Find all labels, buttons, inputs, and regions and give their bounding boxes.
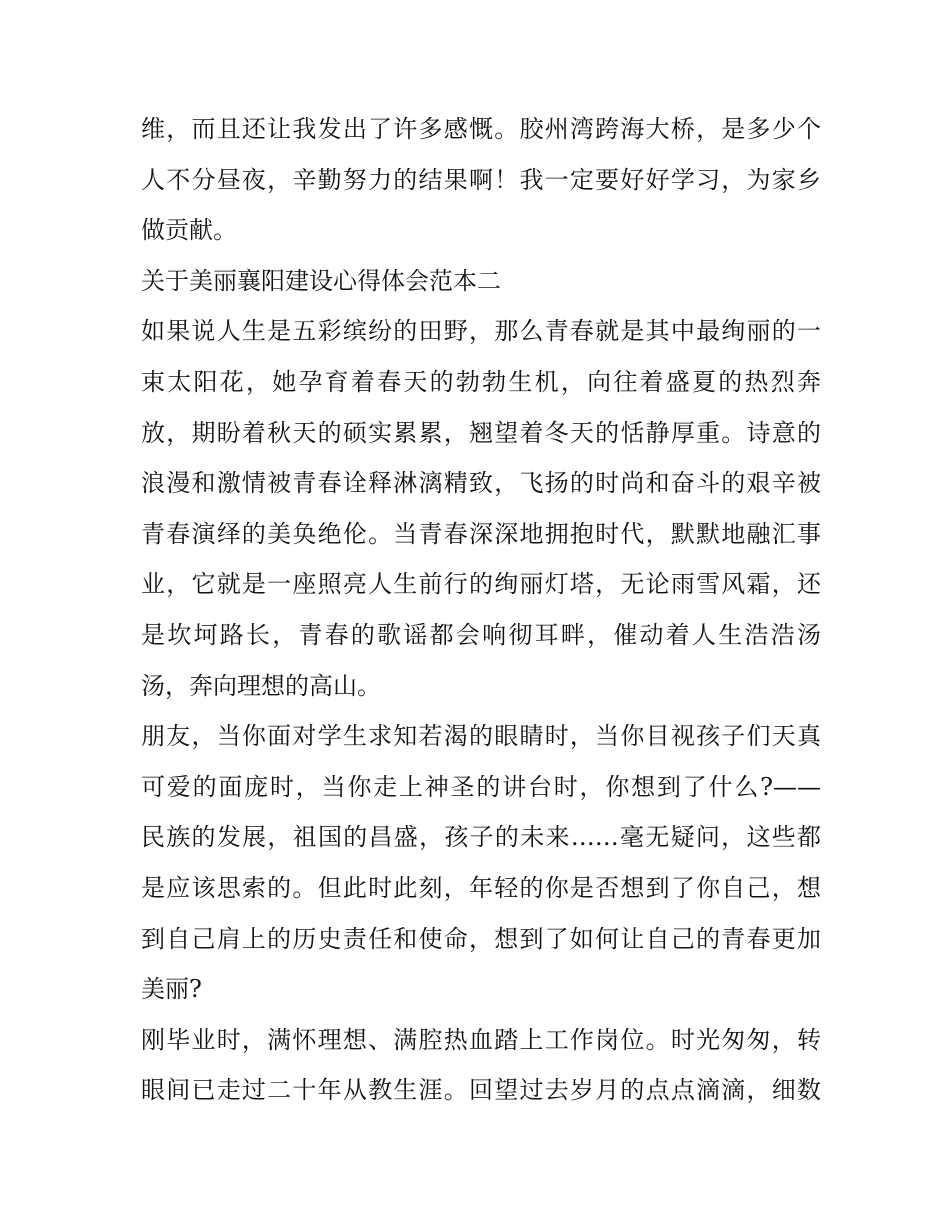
text-line-7: 放，期盼着秋天的硕实累累，翘望着冬天的恬静厚重。诗意的 [141,418,821,447]
text-line-2: 人不分昼夜，辛勤努力的结果啊！我一定要好好学习，为家乡 [141,165,821,194]
text-line-9: 青春演绎的美奂绝伦。当青春深深地拥抱时代，默默地融汇事 [141,519,821,548]
text-line-3: 做贡献。 [141,216,237,245]
text-line-10: 业，它就是一座照亮人生前行的绚丽灯塔，无论雨雪风霜，还 [141,570,821,599]
text-line-19: 刚毕业时，满怀理想、满腔热血踏上工作岗位。时光匆匆，转 [141,1025,821,1054]
text-line-14: 可爱的面庞时，当你走上神圣的讲台时，你想到了什么?—— [141,772,821,801]
text-line-18: 美丽? [141,975,202,1004]
text-line-16: 是应该思索的。但此时此刻，年轻的你是否想到了你自己，想 [141,873,821,902]
text-line-17: 到自己肩上的历史责任和使命，想到了如何让自己的青春更加 [141,924,821,953]
text-line-20: 眼间已走过二十年从教生涯。回望过去岁月的点点滴滴，细数 [141,1076,821,1105]
text-line-13: 朋友，当你面对学生求知若渴的眼睛时，当你目视孩子们天真 [141,722,821,751]
text-line-11: 是坎坷路长，青春的歌谣都会响彻耳畔，催动着人生浩浩汤 [141,620,821,649]
text-line-1: 维，而且还让我发出了许多感慨。胶州湾跨海大桥，是多少个 [141,115,821,143]
text-line-12: 汤，奔向理想的高山。 [141,671,381,700]
text-line-5: 如果说人生是五彩缤纷的田野，那么青春就是其中最绚丽的一 [141,317,821,346]
text-line-6: 束太阳花，她孕育着春天的勃勃生机，向往着盛夏的热烈奔 [141,367,821,396]
section-heading: 关于美丽襄阳建设心得体会范本二 [141,266,501,295]
text-line-8: 浪漫和激情被青春诠释淋漓精致，飞扬的时尚和奋斗的艰辛被 [141,469,821,498]
document-body [141,104,821,1116]
text-line-15: 民族的发展，祖国的昌盛，孩子的未来……毫无疑问，这些都 [141,823,821,852]
